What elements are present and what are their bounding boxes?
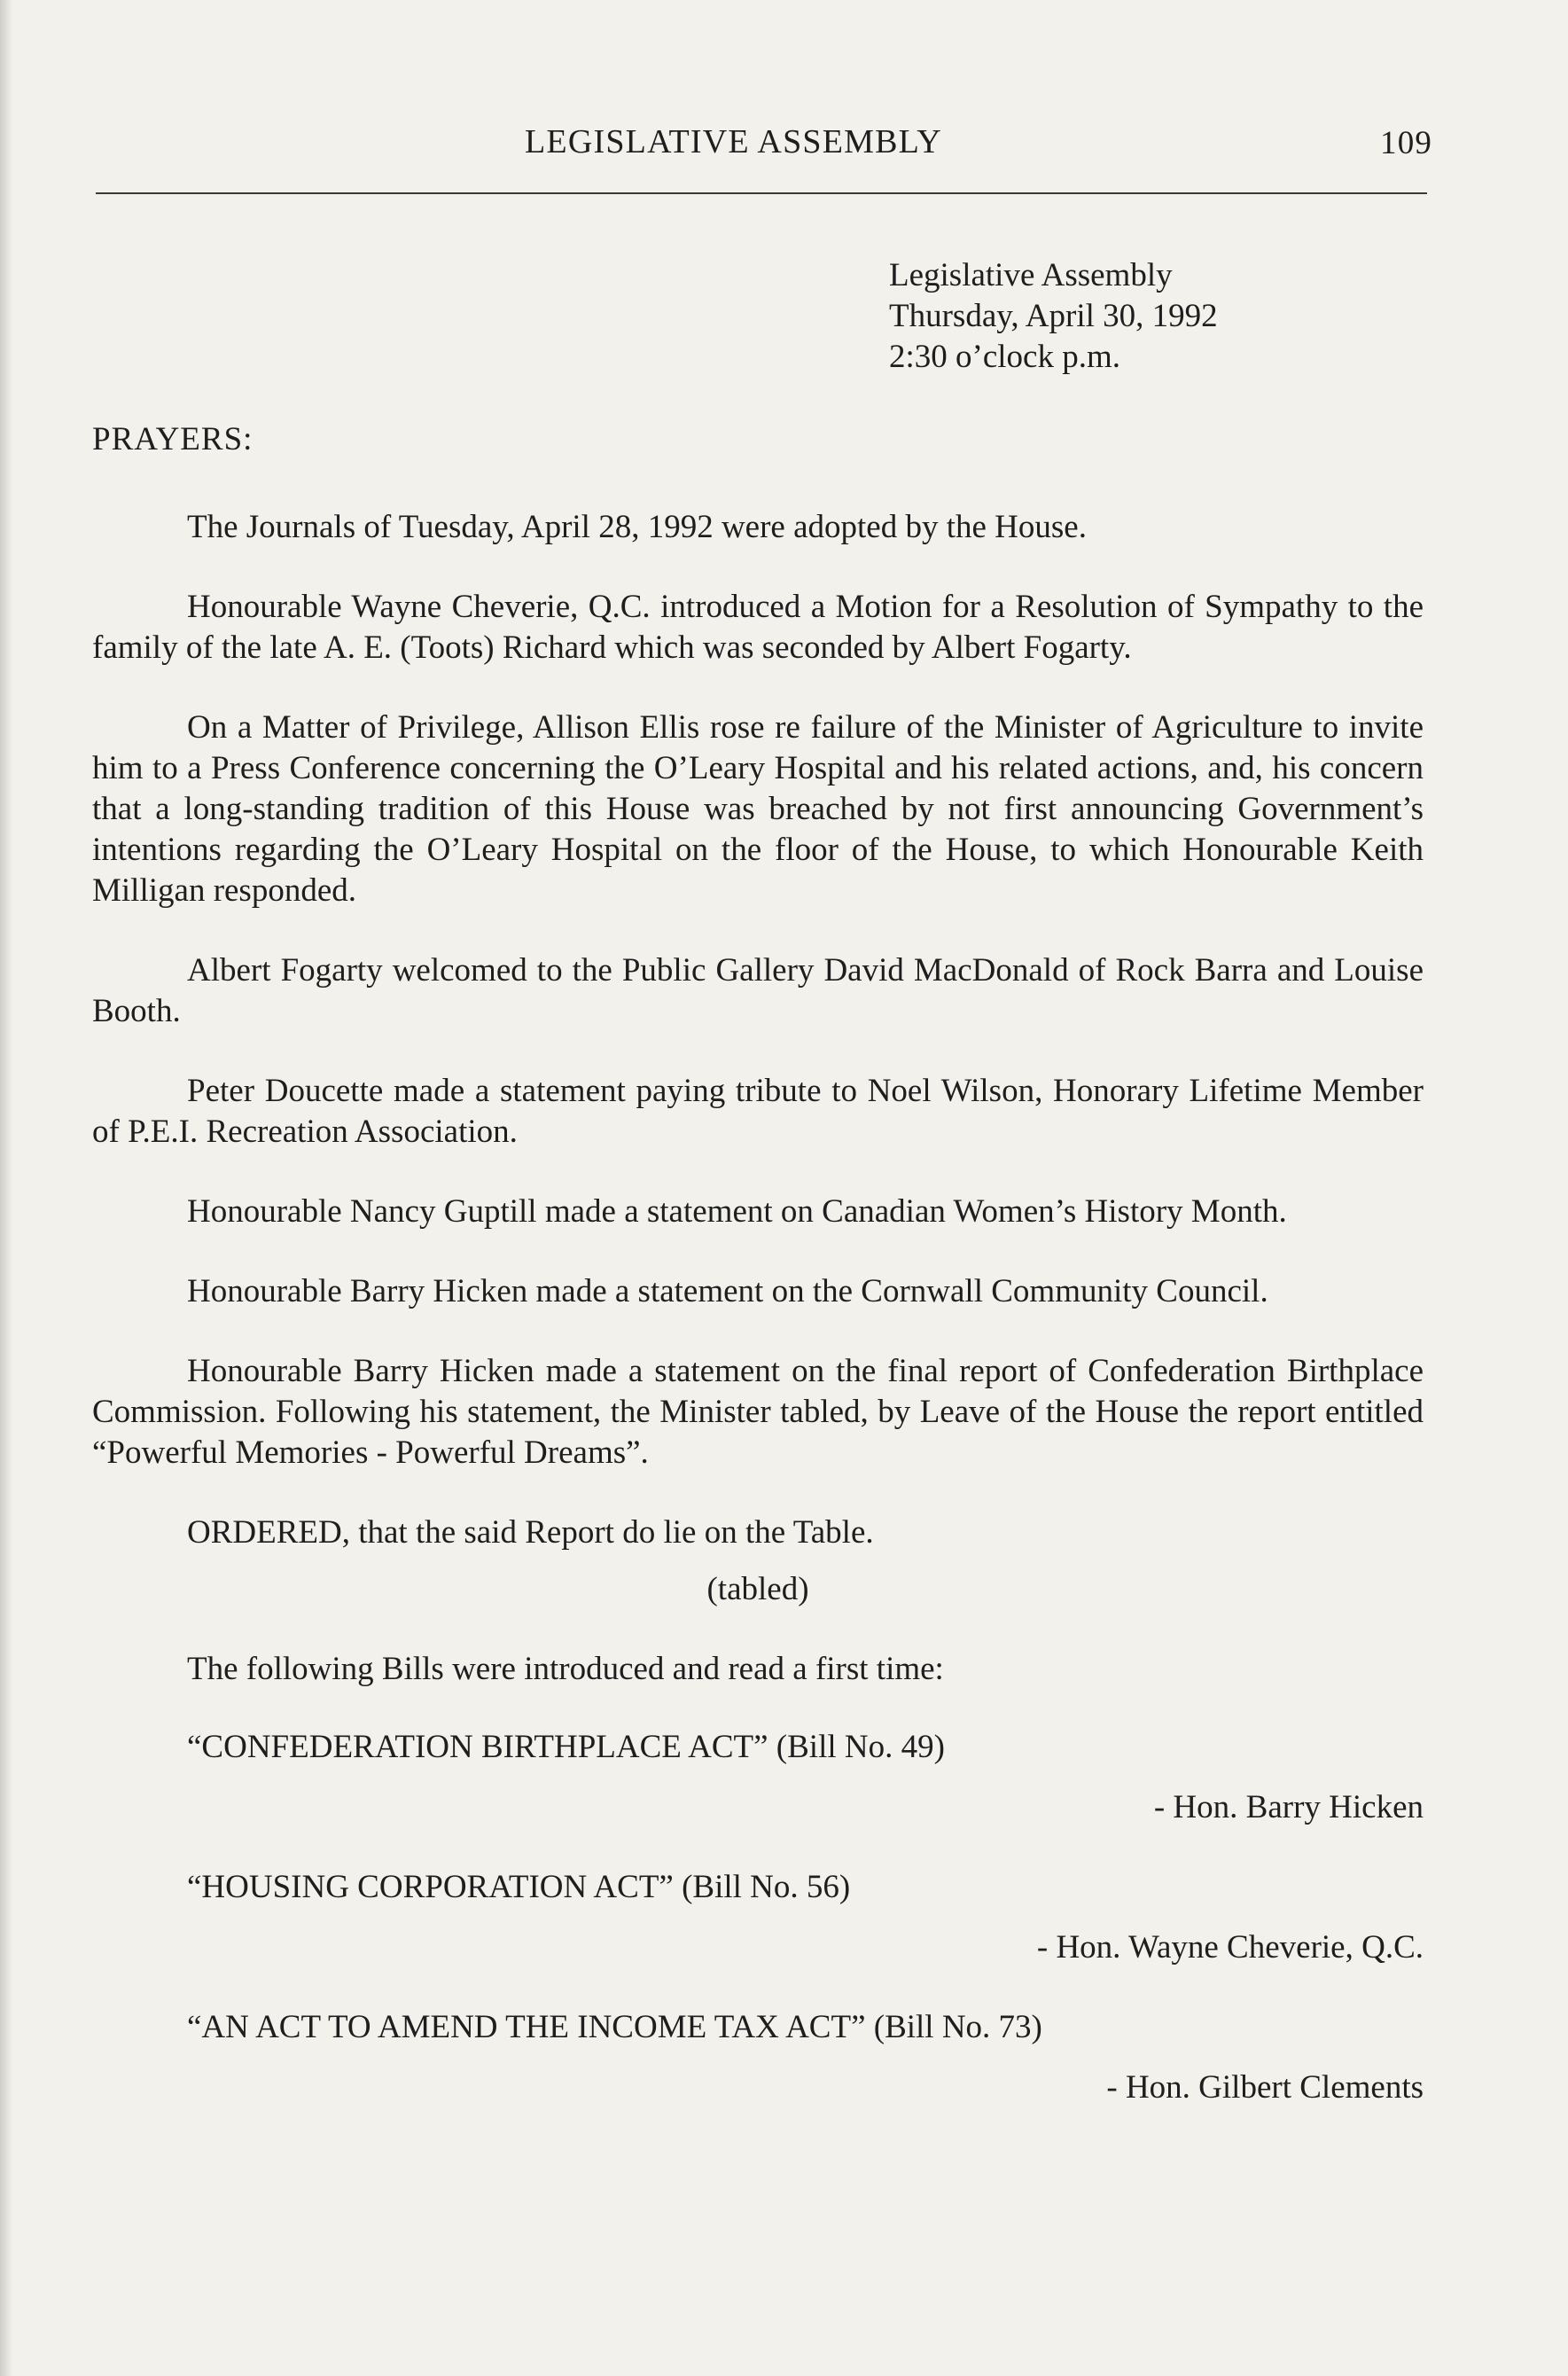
bill-title: “HOUSING CORPORATION ACT” (Bill No. 56): [187, 1869, 851, 1905]
bill-sponsor: - Hon. Barry Hicken: [1153, 1789, 1424, 1825]
paragraph-tribute-statement: Peter Doucette made a statement paying tribute to Noel Wilson, Honorary Lifetime Member of P.E.I. Recreation Association.: [92, 1073, 1424, 1150]
bill-title: “CONFEDERATION BIRTHPLACE ACT” (Bill No. 49): [187, 1729, 945, 1765]
bill-sponsor: - Hon. Gilbert Clements: [1106, 2069, 1424, 2106]
sitting-block: [889, 255, 1218, 378]
header-rule: [96, 192, 1427, 194]
sitting-date: Thursday, April 30, 1992: [889, 298, 1218, 334]
bill-sponsor: - Hon. Wayne Cheverie, Q.C.: [1036, 1929, 1424, 1966]
running-head: [0, 122, 1568, 176]
paragraph-sympathy-motion: Honourable Wayne Cheverie, Q.C. introduced a Motion for a Resolution of Sympathy to the family of the late A. E. (Toots) Richard which was seconded by Albert Fogarty.: [92, 589, 1424, 666]
paragraph-cornwall-statement: Honourable Barry Hicken made a statement on the Cornwall Community Council.: [187, 1273, 1268, 1309]
prayers-label: PRAYERS:: [92, 421, 254, 457]
ordered-line: ORDERED, that the said Report do lie on the Table.: [187, 1514, 874, 1551]
paragraph-matter-of-privilege: On a Matter of Privilege, Allison Ellis rose re failure of the Minister of Agriculture to invite him to a Press Conference concerning the O’Leary Hospital and his related actions, and, his concern that a long-standing tradition of this House was breached by not first announcing Government’s intentions regarding the O’Leary Hospital on the floor of the House, to which Honourable Keith Milligan responded.: [92, 709, 1424, 909]
paragraph-birthplace-report: Honourable Barry Hicken made a statement on the final report of Confederation Birthplace Commission. Following his statement, the Minister tabled, by Leave of the House the report entitled “Powerful Memories - Powerful Dreams”.: [92, 1353, 1424, 1471]
paragraph-womens-history-statement: Honourable Nancy Guptill made a statement on Canadian Women’s History Month.: [187, 1193, 1287, 1230]
bill-title: “AN ACT TO AMEND THE INCOME TAX ACT” (Bill No. 73): [187, 2009, 1042, 2045]
journal-body: [92, 507, 1424, 2147]
tabled-note: (tabled): [706, 1571, 809, 1607]
paragraph-gallery-welcome: Albert Fogarty welcomed to the Public Gallery David MacDonald of Rock Barra and Louise Booth.: [92, 952, 1424, 1029]
binding-shadow: [0, 0, 12, 2376]
running-head-title: LEGISLATIVE ASSEMBLY: [525, 123, 942, 160]
page-number: 109: [1380, 125, 1433, 161]
bills-intro: The following Bills were introduced and read a first time:: [187, 1651, 944, 1687]
sitting-time: 2:30 o’clock p.m.: [889, 339, 1121, 375]
paragraph-journals-adopted: The Journals of Tuesday, April 28, 1992 were adopted by the House.: [187, 509, 1087, 545]
sitting-body: Legislative Assembly: [889, 257, 1173, 293]
